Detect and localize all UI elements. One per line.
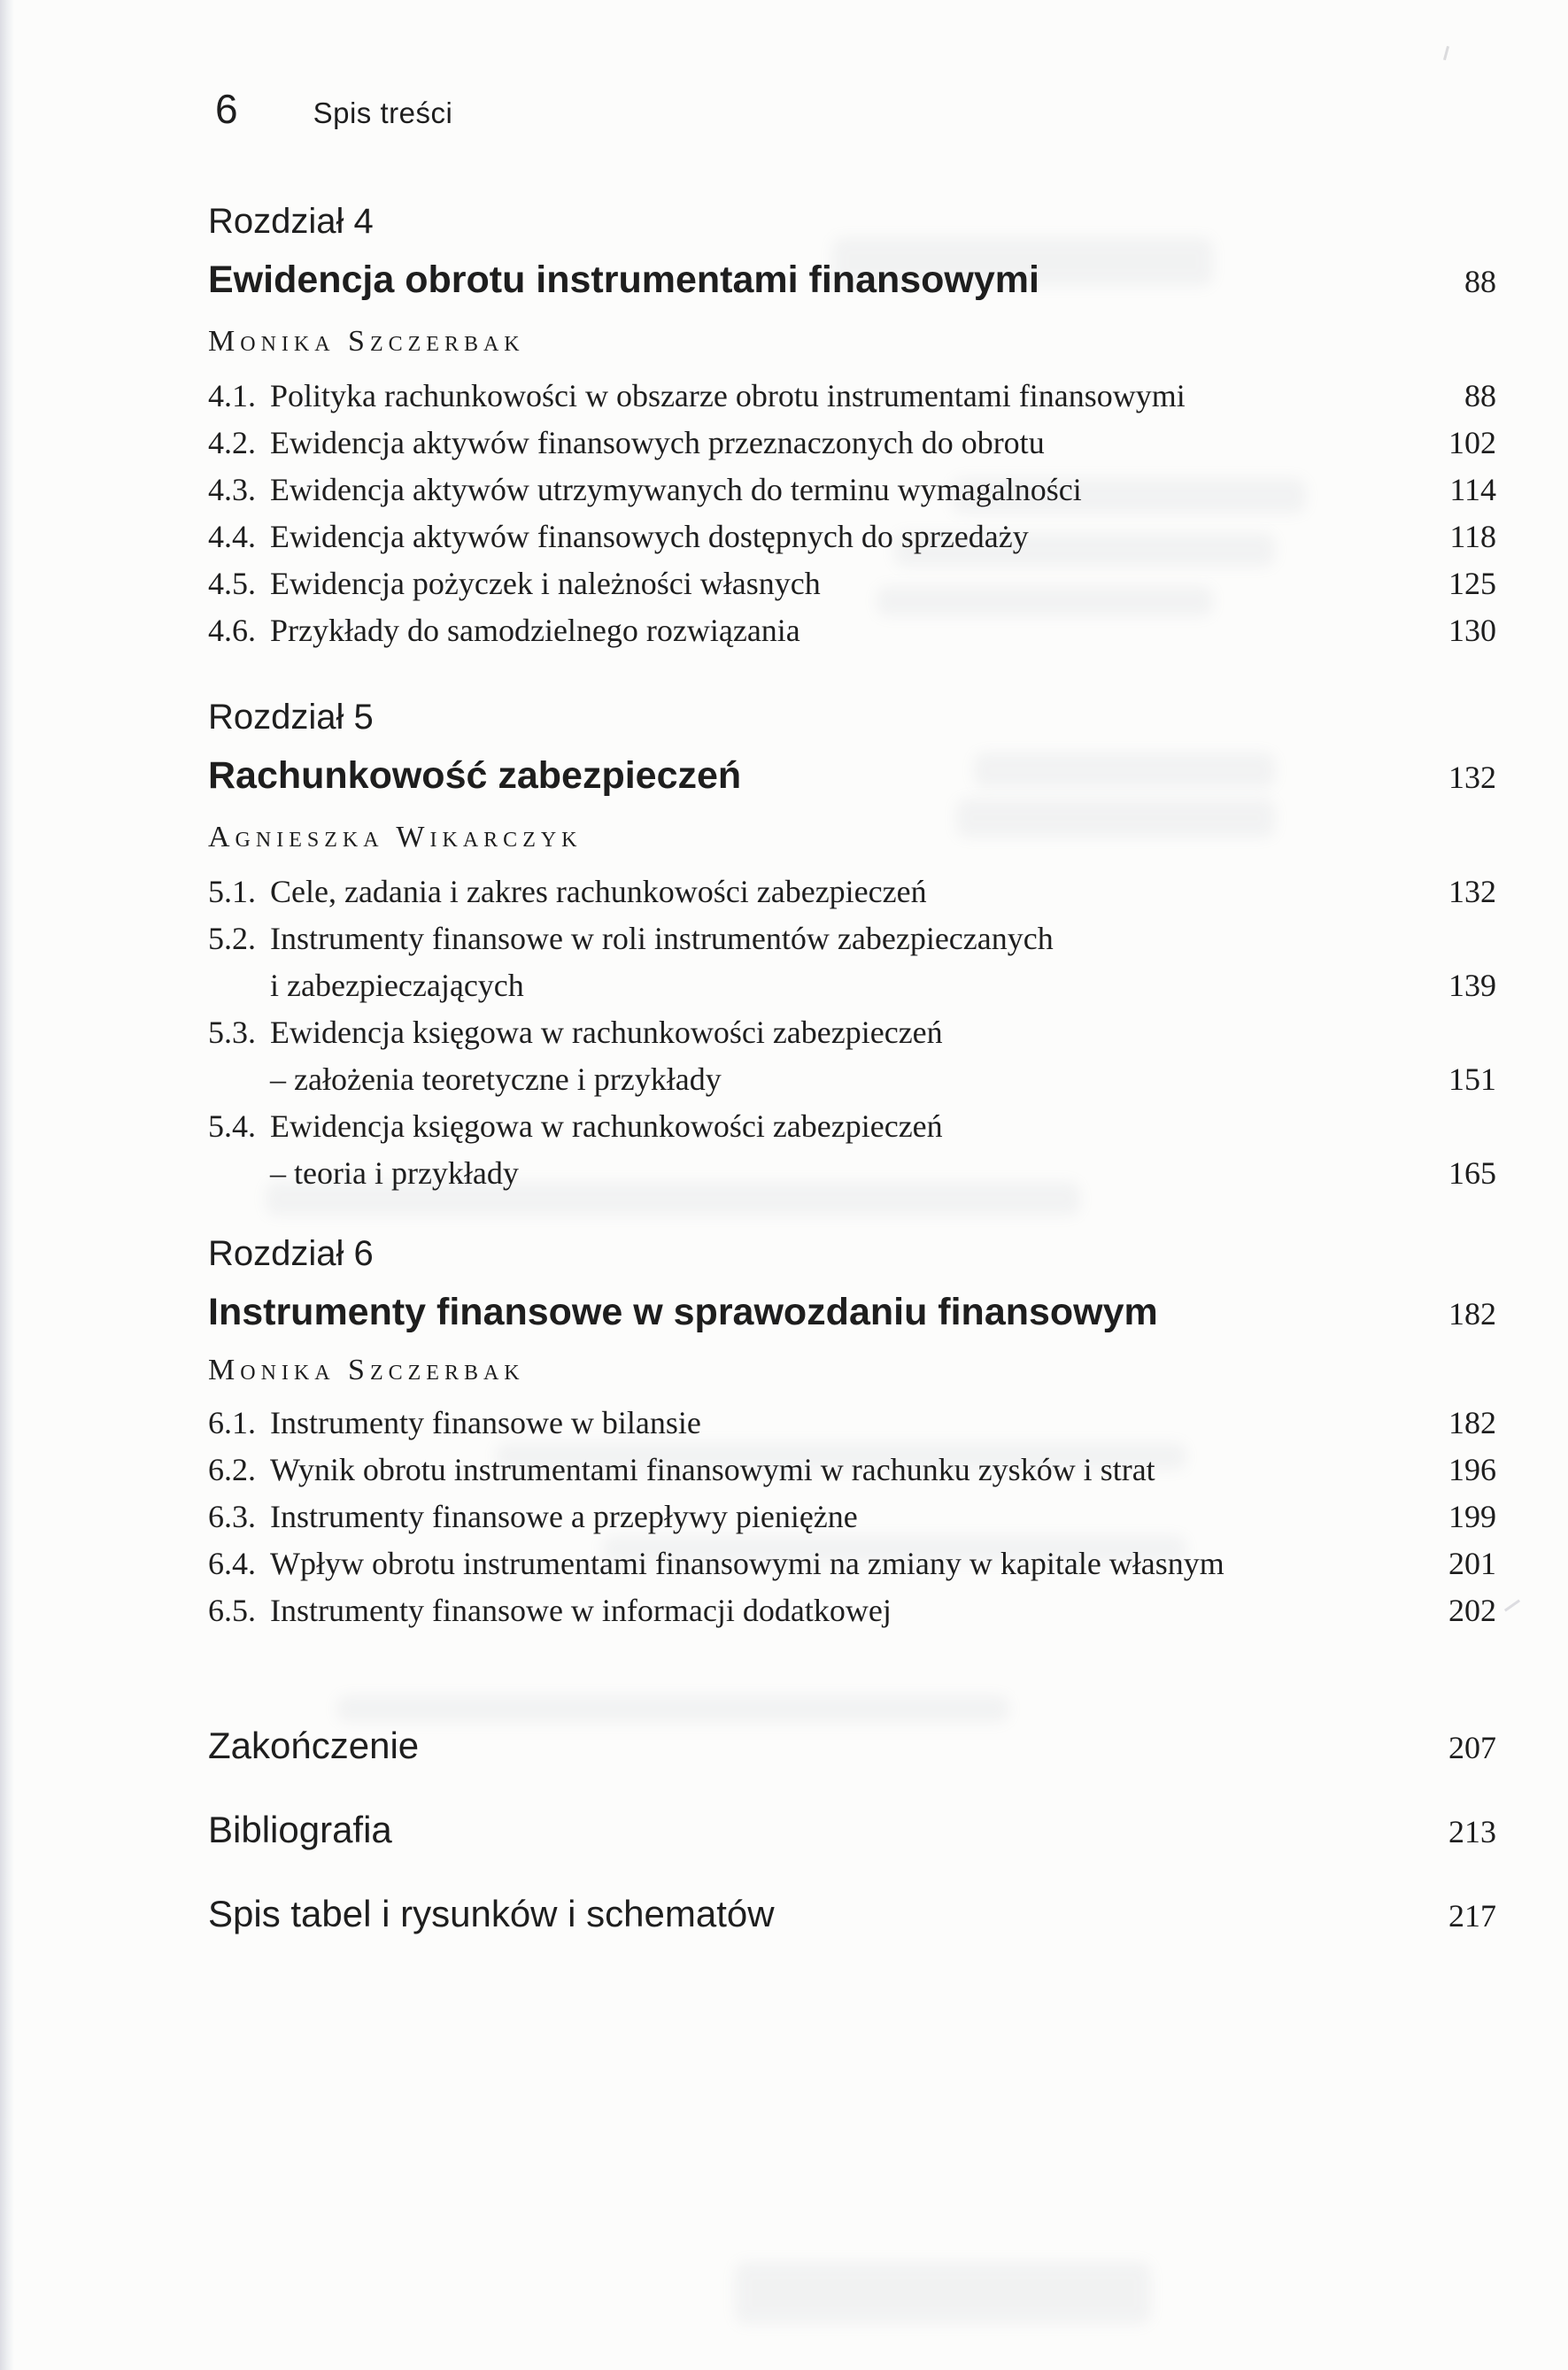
entry-number: 4.1.: [208, 378, 256, 413]
entry-number: 6.2.: [208, 1452, 256, 1487]
backmatter-title: Bibliografia: [208, 1809, 392, 1850]
chapter-label: Rozdział 6: [208, 1234, 374, 1273]
toc-entry: [208, 1014, 1496, 1061]
entry-number: 4.5.: [208, 566, 256, 601]
folio-page-number: 6: [215, 86, 238, 132]
section-list: [208, 873, 1496, 1201]
toc-entry: [208, 920, 1496, 967]
chapter-author: Monika Szczerbak: [208, 1354, 525, 1386]
backmatter-title: Spis tabel i rysunków i schematów: [208, 1893, 775, 1934]
toc-entry: [208, 1108, 1496, 1154]
toc-chapter-4: [208, 204, 1496, 659]
entry-text: Wynik obrotu instrumentami finansowymi w rachunku zysków i strat: [270, 1452, 1155, 1487]
entry-text: Ewidencja aktywów utrzymywanych do terminu wymagalności: [270, 472, 1082, 507]
entry-page-number: 151: [1448, 1061, 1496, 1097]
entry-text-continued: i zabezpieczających: [270, 968, 524, 1003]
entry-text: Ewidencja księgowa w rachunkowości zabezpieczeń: [270, 1015, 943, 1050]
entry-page-number: 217: [1448, 1898, 1496, 1934]
section-list: [208, 1404, 1496, 1639]
entry-text: Instrumenty finansowe w roli instrumentów zabezpieczanych: [270, 921, 1054, 956]
entry-number: 5.4.: [208, 1108, 256, 1144]
entry-page-number: 165: [1448, 1155, 1496, 1191]
entry-page-number: 207: [1448, 1730, 1496, 1765]
entry-page-number: 130: [1448, 613, 1496, 648]
entry-text: Instrumenty finansowe w bilansie: [270, 1405, 701, 1440]
chapter-label: Rozdział 4: [208, 202, 374, 241]
scan-speck: [1504, 1600, 1520, 1612]
entry-text: Ewidencja aktywów finansowych dostępnych do sprzedaży: [270, 519, 1029, 554]
chapter-title-row: [208, 1291, 1496, 1333]
toc-entry: [208, 471, 1496, 518]
backmatter-title: Zakończenie: [208, 1725, 420, 1766]
entry-text: Ewidencja aktywów finansowych przeznaczonych do obrotu: [270, 425, 1045, 460]
entry-text: Ewidencja księgowa w rachunkowości zabezpieczeń: [270, 1108, 943, 1144]
toc-entry: [208, 1404, 1496, 1451]
entry-text: Instrumenty finansowe w informacji dodatkowej: [270, 1593, 892, 1628]
entry-page-number: 88: [1464, 378, 1496, 413]
section-list: [208, 377, 1496, 659]
entry-page-number: 213: [1448, 1814, 1496, 1849]
entry-text: Ewidencja pożyczek i należności własnych: [270, 566, 821, 601]
entry-text: Cele, zadania i zakres rachunkowości zabezpieczeń: [270, 874, 927, 909]
entry-number: 5.2.: [208, 921, 256, 956]
running-title: Spis treści: [313, 96, 453, 129]
entry-number: 6.4.: [208, 1546, 256, 1581]
entry-text: Instrumenty finansowe a przepływy pieniężne: [270, 1499, 858, 1534]
toc-backmatter-bibliografia: [208, 1810, 1496, 1851]
entry-number: 4.2.: [208, 425, 256, 460]
toc-entry: [208, 377, 1496, 424]
entry-text: Wpływ obrotu instrumentami finansowymi na zmiany w kapitale własnym: [270, 1546, 1224, 1581]
running-header: [215, 86, 453, 132]
entry-page-number: 125: [1448, 566, 1496, 601]
scan-speck: [1443, 46, 1449, 60]
toc-entry: [208, 1592, 1496, 1639]
entry-number: 6.1.: [208, 1405, 256, 1440]
entry-page-number: 196: [1448, 1452, 1496, 1487]
chapter-author: Agnieszka Wikarczyk: [208, 821, 583, 853]
showthrough-ghost: [336, 1695, 1009, 1722]
entry-page-number: 102: [1448, 425, 1496, 460]
chapter-page-number: 132: [1448, 760, 1496, 795]
entry-text: Polityka rachunkowości w obszarze obrotu instrumentami finansowymi: [270, 378, 1186, 413]
entry-page-number: 139: [1448, 968, 1496, 1003]
showthrough-ghost: [735, 2262, 1151, 2324]
toc-entry: [208, 518, 1496, 565]
entry-number: 4.6.: [208, 613, 256, 648]
entry-page-number: 114: [1449, 472, 1496, 507]
chapter-title: Instrumenty finansowe w sprawozdaniu finansowym: [208, 1291, 1158, 1333]
toc-chapter-5: [208, 699, 1496, 1201]
toc-entry: [208, 1451, 1496, 1498]
toc-entry: [208, 565, 1496, 612]
chapter-author: Monika Szczerbak: [208, 325, 525, 358]
chapter-title: Ewidencja obrotu instrumentami finansowymi: [208, 259, 1039, 301]
entry-number: 5.3.: [208, 1015, 256, 1050]
entry-page-number: 132: [1448, 874, 1496, 909]
entry-text: Przykłady do samodzielnego rozwiązania: [270, 613, 800, 648]
entry-number: 6.3.: [208, 1499, 256, 1534]
entry-number: 5.1.: [208, 874, 256, 909]
toc-backmatter-spis-tabel: [208, 1895, 1496, 1935]
chapter-title-row: [208, 259, 1496, 301]
toc-chapter-6: [208, 1236, 1496, 1639]
entry-page-number: 201: [1448, 1546, 1496, 1581]
toc-backmatter-zakonczenie: [208, 1726, 1496, 1767]
toc-entry-continuation: [208, 1061, 1496, 1108]
entry-text-continued: – teoria i przykłady: [270, 1155, 519, 1191]
toc-entry-continuation: [208, 1154, 1496, 1201]
entry-page-number: 199: [1448, 1499, 1496, 1534]
toc-entry: [208, 1498, 1496, 1545]
toc-entry: [208, 1545, 1496, 1592]
toc-entry: [208, 612, 1496, 659]
entry-text-continued: – założenia teoretyczne i przykłady: [270, 1061, 722, 1097]
entry-page-number: 202: [1448, 1593, 1496, 1628]
entry-page-number: 118: [1449, 519, 1496, 554]
entry-number: 6.5.: [208, 1593, 256, 1628]
toc-entry: [208, 873, 1496, 920]
scan-edge-shadow: [0, 0, 14, 2370]
entry-page-number: 182: [1448, 1405, 1496, 1440]
entry-number: 4.4.: [208, 519, 256, 554]
chapter-page-number: 182: [1448, 1296, 1496, 1332]
chapter-label: Rozdział 5: [208, 698, 374, 737]
chapter-title-row: [208, 754, 1496, 797]
toc-entry: [208, 424, 1496, 471]
toc-entry-continuation: [208, 967, 1496, 1014]
chapter-title: Rachunkowość zabezpieczeń: [208, 754, 742, 797]
chapter-page-number: 88: [1464, 264, 1496, 299]
entry-number: 4.3.: [208, 472, 256, 507]
